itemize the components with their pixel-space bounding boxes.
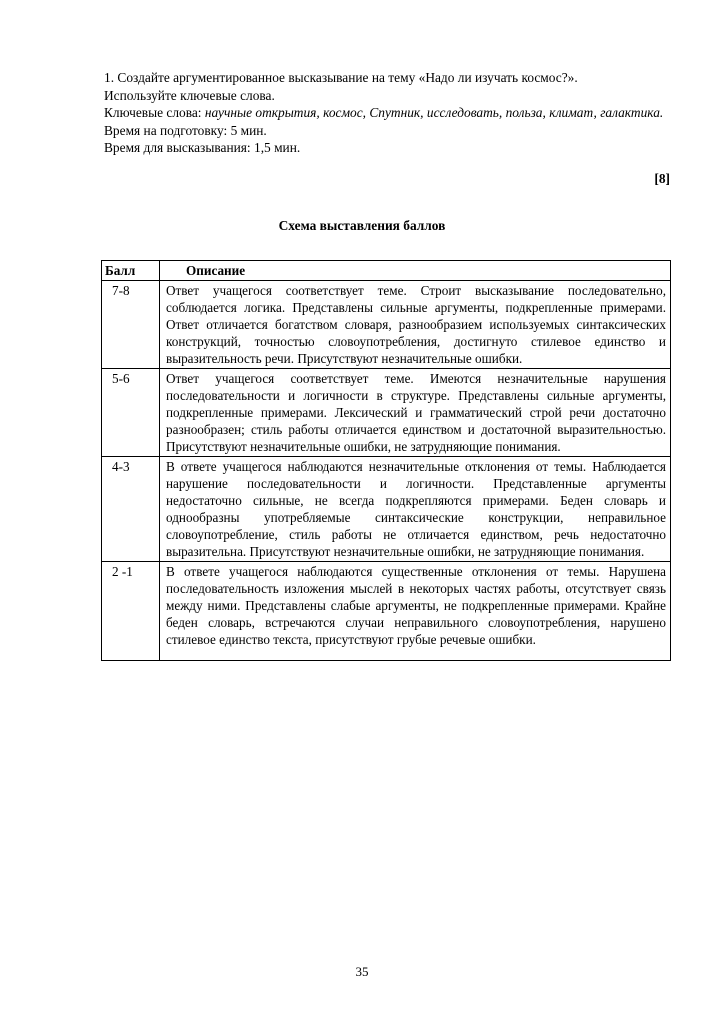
row-description: В ответе учащегося наблюдаются существенные отклонения от темы. Нарушена последовательность изложения мыслей в некоторых частях работы, отсутствует связь между ними. Представлены слабые аргументы, не подкрепленные примерами. Крайне беден словарь, встречаются случаи неправильного словоупотребления, нарушено стилевое единство текста, присутствуют грубые речевые ошибки. (160, 562, 671, 661)
table-row (102, 369, 671, 457)
task-prompt: 1. Создайте аргументированное высказывание на тему «Надо ли изучать космос?». (104, 70, 578, 85)
row-description: В ответе учащегося наблюдаются незначительные отклонения от темы. Наблюдается нарушение последовательности и логичности. Представленные аргументы недостаточно сильные, не всегда подкрепляются примерами. Беден словарь и однообразны употребляемые синтаксические конструкции, неправильное словоупотребление, стиль работы не отличается единством, речь недостаточно выразительна. Присутствуют незначительные ошибки, не затрудняющие понимания. (160, 457, 671, 562)
keywords-instruction: Используйте ключевые слова. (104, 87, 275, 103)
page-number: 35 (355, 964, 369, 979)
header-description: Описание (160, 261, 671, 281)
table-row (102, 281, 671, 369)
table-row (102, 457, 671, 562)
row-score: 4-3 (102, 457, 160, 562)
table-row (102, 562, 671, 661)
max-score-mark: [8] (654, 171, 670, 186)
rubric-table (101, 260, 671, 661)
keywords-line (104, 104, 670, 122)
keywords-list: научные открытия, космос, Спутник, исследовать, польза, климат, галактика. (204, 105, 664, 120)
prep-time: Время на подготовку: 5 мин. (104, 122, 267, 138)
speech-time: Время для высказывания: 1,5 мин. (104, 140, 301, 155)
table-header-row (102, 261, 671, 281)
row-score: 2 -1 (102, 562, 160, 661)
row-description: Ответ учащегося соответствует теме. Строит высказывание последовательно, соблюдается логика. Представлены сильные аргументы, подкрепленные примерами. Ответ отличается богатством словаря, разнообразием используемых синтаксических конструкций, точностью словоупотребления, достигнуто стилевое единство и выразительность речи. Присутствуют незначительные ошибки. (160, 281, 671, 369)
row-score: 5-6 (102, 369, 160, 457)
scheme-title: Схема выставления баллов (278, 218, 446, 233)
header-score: Балл (102, 261, 160, 281)
row-description: Ответ учащегося соответствует теме. Имеются незначительные нарушения последовательности и логичности в структуре. Представлены сильные аргументы, подкрепленные примерами. Лексический и грамматический строй речи достаточно разнообразен; стиль работы отличается единством и достаточной выразительностью. Присутствуют незначительные ошибки, не затрудняющие понимания. (160, 369, 671, 457)
task-block (104, 69, 670, 157)
row-score: 7-8 (102, 281, 160, 369)
keywords-label: Ключевые слова: (104, 105, 202, 120)
